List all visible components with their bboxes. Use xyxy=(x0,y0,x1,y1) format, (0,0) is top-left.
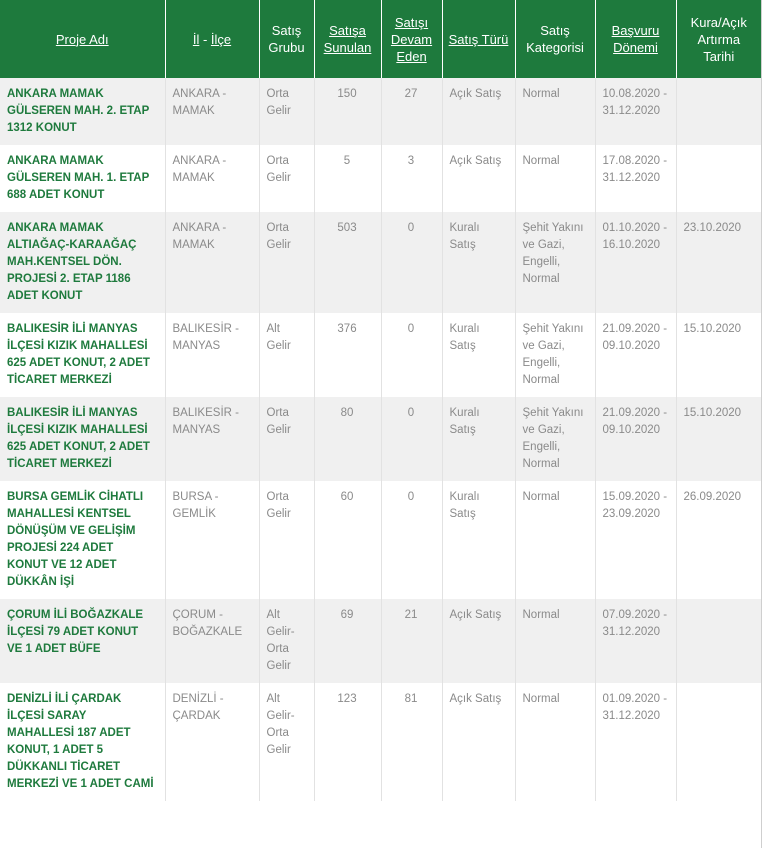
table-row xyxy=(0,599,761,683)
ongoing-count-cell: 27 xyxy=(381,78,442,145)
sales-type-cell: Kuralı Satış xyxy=(442,313,515,397)
offered-count-cell: 80 xyxy=(314,397,381,481)
application-period-cell: 01.10.2020 - 16.10.2020 xyxy=(595,212,676,313)
sales-group-cell: Alt Gelir xyxy=(259,313,314,397)
sort-satis-turu-link[interactable]: Satış Türü xyxy=(448,31,509,47)
sales-category-cell: Normal xyxy=(515,683,595,801)
header-satisi-devam-eden[interactable] xyxy=(381,0,442,78)
draw-date-cell xyxy=(676,599,761,683)
ongoing-count-cell: 0 xyxy=(381,481,442,599)
sales-category-cell: Şehit Yakını ve Gazi, Engelli, Normal xyxy=(515,397,595,481)
header-satis-kategorisi xyxy=(515,0,595,78)
location-cell: BURSA - GEMLİK xyxy=(165,481,259,599)
sales-category-cell: Şehit Yakını ve Gazi, Engelli, Normal xyxy=(515,313,595,397)
application-period-cell: 15.09.2020 - 23.09.2020 xyxy=(595,481,676,599)
sales-type-cell: Açık Satış xyxy=(442,145,515,212)
header-satis-kategorisi-label: Satış Kategorisi xyxy=(526,23,584,55)
sales-type-cell: Açık Satış xyxy=(442,78,515,145)
draw-date-cell: 26.09.2020 xyxy=(676,481,761,599)
offered-count-cell: 5 xyxy=(314,145,381,212)
table-row xyxy=(0,683,761,801)
ongoing-count-cell: 3 xyxy=(381,145,442,212)
sales-group-cell: Orta Gelir xyxy=(259,212,314,313)
sales-category-cell: Normal xyxy=(515,145,595,212)
sales-category-cell: Normal xyxy=(515,599,595,683)
sales-type-cell: Kuralı Satış xyxy=(442,481,515,599)
header-satis-turu[interactable] xyxy=(442,0,515,78)
sales-type-cell: Açık Satış xyxy=(442,599,515,683)
sales-type-cell: Açık Satış xyxy=(442,683,515,801)
sort-il-link[interactable]: İl xyxy=(192,31,200,47)
sales-group-cell: Orta Gelir xyxy=(259,145,314,212)
project-name-cell: ANKARA MAMAK GÜLSEREN MAH. 2. ETAP 1312 KONUT xyxy=(0,78,165,145)
project-name-cell: BALIKESİR İLİ MANYAS İLÇESİ KIZIK MAHALLESİ 625 ADET KONUT, 2 ADET TİCARET MERKEZİ xyxy=(0,313,165,397)
location-cell: ANKARA - MAMAK xyxy=(165,212,259,313)
sort-satisa-sunulan-link[interactable]: Satışa Sunulan xyxy=(323,23,372,55)
sales-group-cell: Alt Gelir-Orta Gelir xyxy=(259,683,314,801)
draw-date-cell: 15.10.2020 xyxy=(676,397,761,481)
location-cell: ANKARA - MAMAK xyxy=(165,78,259,145)
offered-count-cell: 60 xyxy=(314,481,381,599)
sort-basvuru-donemi-link[interactable]: Başvuru Dönemi xyxy=(611,23,660,55)
location-cell: ANKARA - MAMAK xyxy=(165,145,259,212)
location-cell: ÇORUM - BOĞAZKALE xyxy=(165,599,259,683)
header-kura-tarihi xyxy=(676,0,761,78)
location-cell: DENİZLİ - ÇARDAK xyxy=(165,683,259,801)
ongoing-count-cell: 0 xyxy=(381,397,442,481)
sales-group-cell: Orta Gelir xyxy=(259,397,314,481)
project-name-cell: BALIKESİR İLİ MANYAS İLÇESİ KIZIK MAHALLESİ 625 ADET KONUT, 2 ADET TİCARET MERKEZİ xyxy=(0,397,165,481)
draw-date-cell xyxy=(676,78,761,145)
table-row xyxy=(0,481,761,599)
header-il-ilce[interactable] xyxy=(165,0,259,78)
ongoing-count-cell: 21 xyxy=(381,599,442,683)
header-kura-tarihi-label: Kura/Açık Artırma Tarihi xyxy=(690,14,747,64)
draw-date-cell: 15.10.2020 xyxy=(676,313,761,397)
application-period-cell: 01.09.2020 - 31.12.2020 xyxy=(595,683,676,801)
header-proje-adi[interactable] xyxy=(0,0,165,78)
table-row xyxy=(0,78,761,145)
project-name-cell: BURSA GEMLİK CİHATLI MAHALLESİ KENTSEL DÖNÜŞÜM VE GELİŞİM PROJESİ 224 ADET KONUT VE 12 ADET DÜKKÂN İŞİ xyxy=(0,481,165,599)
sales-type-cell: Kuralı Satış xyxy=(442,212,515,313)
header-basvuru-donemi[interactable] xyxy=(595,0,676,78)
offered-count-cell: 150 xyxy=(314,78,381,145)
project-name-cell: DENİZLİ İLİ ÇARDAK İLÇESİ SARAY MAHALLESİ 187 ADET KONUT, 1 ADET 5 DÜKKANLI TİCARET MERKEZİ VE 1 ADET CAMİ xyxy=(0,683,165,801)
offered-count-cell: 123 xyxy=(314,683,381,801)
location-cell: BALIKESİR - MANYAS xyxy=(165,313,259,397)
sales-type-cell: Kuralı Satış xyxy=(442,397,515,481)
sales-group-cell: Orta Gelir xyxy=(259,481,314,599)
application-period-cell: 21.09.2020 - 09.10.2020 xyxy=(595,397,676,481)
table-row xyxy=(0,145,761,212)
sort-proje-adi-link[interactable]: Proje Adı xyxy=(55,31,109,47)
application-period-cell: 07.09.2020 - 31.12.2020 xyxy=(595,599,676,683)
sales-group-cell: Alt Gelir-Orta Gelir xyxy=(259,599,314,683)
location-cell: BALIKESİR - MANYAS xyxy=(165,397,259,481)
project-name-cell: ÇORUM İLİ BOĞAZKALE İLÇESİ 79 ADET KONUT VE 1 ADET BÜFE xyxy=(0,599,165,683)
table-row xyxy=(0,397,761,481)
project-name-cell: ANKARA MAMAK GÜLSEREN MAH. 1. ETAP 688 ADET KONUT xyxy=(0,145,165,212)
header-satis-grubu xyxy=(259,0,314,78)
table-header-row xyxy=(0,0,761,78)
application-period-cell: 10.08.2020 - 31.12.2020 xyxy=(595,78,676,145)
header-satisa-sunulan[interactable] xyxy=(314,0,381,78)
ongoing-count-cell: 0 xyxy=(381,313,442,397)
draw-date-cell xyxy=(676,683,761,801)
header-il-ilce-separator: - xyxy=(199,31,211,47)
application-period-cell: 21.09.2020 - 09.10.2020 xyxy=(595,313,676,397)
table-row xyxy=(0,313,761,397)
ongoing-count-cell: 81 xyxy=(381,683,442,801)
offered-count-cell: 376 xyxy=(314,313,381,397)
application-period-cell: 17.08.2020 - 31.12.2020 xyxy=(595,145,676,212)
project-name-cell: ANKARA MAMAK ALTIAĞAÇ-KARAAĞAÇ MAH.KENTSEL DÖN. PROJESİ 2. ETAP 1186 ADET KONUT xyxy=(0,212,165,313)
sales-category-cell: Normal xyxy=(515,481,595,599)
table-row xyxy=(0,212,761,313)
sales-group-cell: Orta Gelir xyxy=(259,78,314,145)
draw-date-cell: 23.10.2020 xyxy=(676,212,761,313)
offered-count-cell: 69 xyxy=(314,599,381,683)
ongoing-count-cell: 0 xyxy=(381,212,442,313)
sort-ilce-link[interactable]: İlçe xyxy=(210,31,232,47)
draw-date-cell xyxy=(676,145,761,212)
offered-count-cell: 503 xyxy=(314,212,381,313)
header-satis-grubu-label: Satış Grubu xyxy=(268,23,305,55)
sort-satisi-devam-eden-link[interactable]: Satışı Devam Eden xyxy=(390,14,433,64)
sales-category-cell: Normal xyxy=(515,78,595,145)
table-body xyxy=(0,78,761,801)
sales-category-cell: Şehit Yakını ve Gazi, Engelli, Normal xyxy=(515,212,595,313)
